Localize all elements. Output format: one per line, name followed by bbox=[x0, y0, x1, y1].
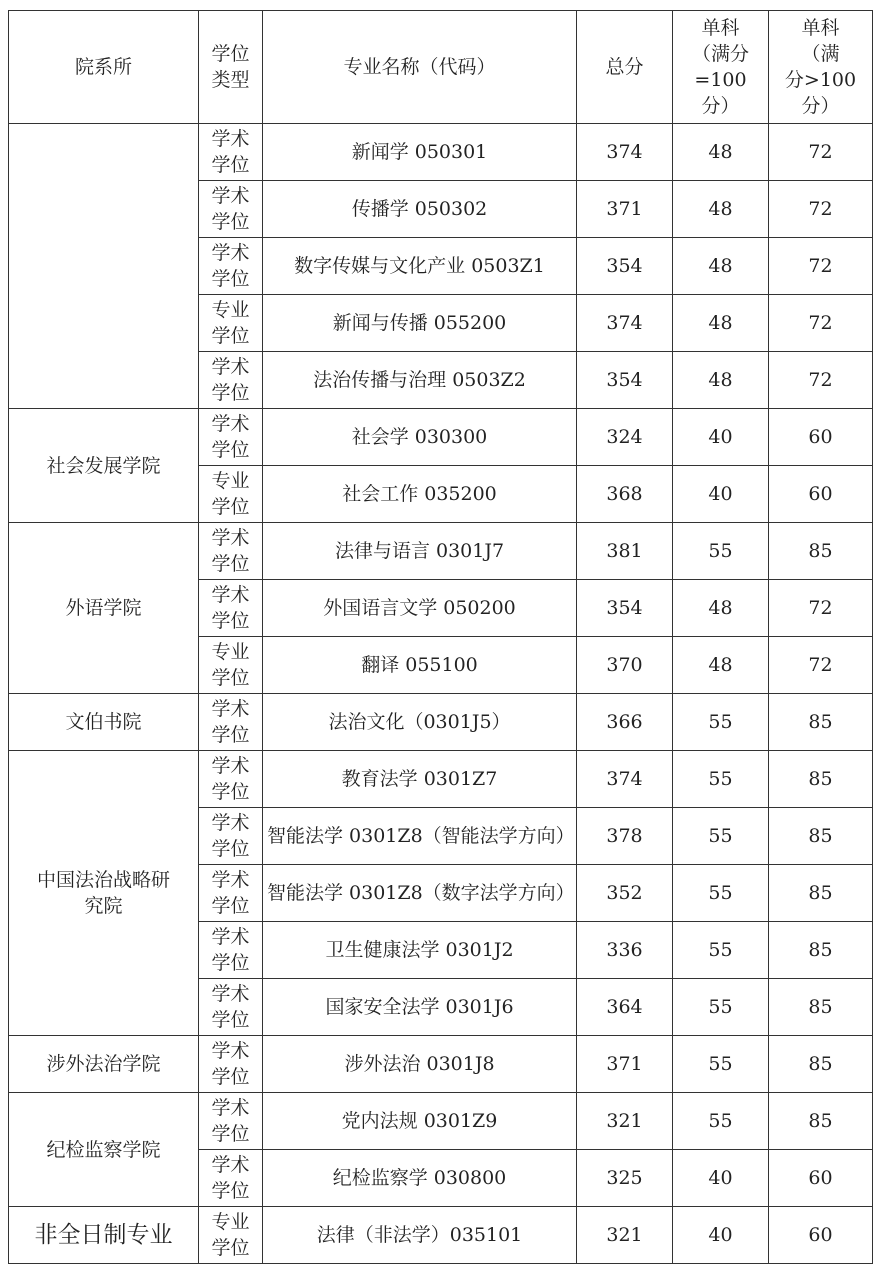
single-100-cell: 40 bbox=[673, 1207, 769, 1264]
single-over-100-cell: 85 bbox=[769, 751, 873, 808]
major-cell: 法治文化（0301J5） bbox=[263, 694, 577, 751]
major-cell: 国家安全法学 0301J6 bbox=[263, 979, 577, 1036]
single-over-100-cell: 72 bbox=[769, 238, 873, 295]
single-over-100-cell: 85 bbox=[769, 979, 873, 1036]
single-100-cell: 48 bbox=[673, 181, 769, 238]
single-over-100-cell: 85 bbox=[769, 808, 873, 865]
total-score-cell: 371 bbox=[577, 1036, 673, 1093]
degree-type-cell: 学术 学位 bbox=[199, 1036, 263, 1093]
total-score-cell: 374 bbox=[577, 295, 673, 352]
single-100-cell: 40 bbox=[673, 1150, 769, 1207]
total-score-cell: 325 bbox=[577, 1150, 673, 1207]
total-score-cell: 370 bbox=[577, 637, 673, 694]
single-over-100-cell: 85 bbox=[769, 694, 873, 751]
single-over-100-cell: 72 bbox=[769, 124, 873, 181]
table-body bbox=[9, 124, 873, 1264]
degree-type-cell: 学术 学位 bbox=[199, 1150, 263, 1207]
major-cell: 新闻学 050301 bbox=[263, 124, 577, 181]
single-100-cell: 55 bbox=[673, 1036, 769, 1093]
major-cell: 社会学 030300 bbox=[263, 409, 577, 466]
department-cell: 社会发展学院 bbox=[9, 409, 199, 523]
degree-type-cell: 学术 学位 bbox=[199, 1093, 263, 1150]
single-over-100-cell: 60 bbox=[769, 466, 873, 523]
single-100-cell: 55 bbox=[673, 1093, 769, 1150]
single-100-cell: 55 bbox=[673, 523, 769, 580]
degree-type-cell: 学术 学位 bbox=[199, 979, 263, 1036]
single-100-cell: 55 bbox=[673, 922, 769, 979]
major-cell: 智能法学 0301Z8（智能法学方向） bbox=[263, 808, 577, 865]
single-100-cell: 48 bbox=[673, 295, 769, 352]
single-100-cell: 55 bbox=[673, 751, 769, 808]
degree-type-cell: 学术 学位 bbox=[199, 409, 263, 466]
single-100-cell: 48 bbox=[673, 238, 769, 295]
single-over-100-cell: 85 bbox=[769, 523, 873, 580]
degree-type-cell: 学术 学位 bbox=[199, 181, 263, 238]
major-cell: 教育法学 0301Z7 bbox=[263, 751, 577, 808]
single-over-100-cell: 72 bbox=[769, 637, 873, 694]
total-score-cell: 374 bbox=[577, 751, 673, 808]
header-degree-type: 学位 类型 bbox=[199, 11, 263, 124]
degree-type-cell: 专业 学位 bbox=[199, 637, 263, 694]
single-100-cell: 55 bbox=[673, 865, 769, 922]
degree-type-cell: 学术 学位 bbox=[199, 523, 263, 580]
total-score-cell: 354 bbox=[577, 352, 673, 409]
department-cell: 文伯书院 bbox=[9, 694, 199, 751]
total-score-cell: 381 bbox=[577, 523, 673, 580]
department-cell: 非全日制专业 bbox=[9, 1207, 199, 1264]
degree-type-cell: 学术 学位 bbox=[199, 352, 263, 409]
total-score-cell: 354 bbox=[577, 580, 673, 637]
header-row bbox=[9, 11, 873, 124]
department-cell: 涉外法治学院 bbox=[9, 1036, 199, 1093]
single-over-100-cell: 72 bbox=[769, 181, 873, 238]
major-cell: 传播学 050302 bbox=[263, 181, 577, 238]
total-score-cell: 374 bbox=[577, 124, 673, 181]
score-table bbox=[8, 10, 873, 1264]
single-over-100-cell: 60 bbox=[769, 1150, 873, 1207]
department-cell: 中国法治战略研 究院 bbox=[9, 751, 199, 1036]
single-over-100-cell: 85 bbox=[769, 865, 873, 922]
header-major: 专业名称（代码） bbox=[263, 11, 577, 124]
degree-type-cell: 专业 学位 bbox=[199, 295, 263, 352]
single-100-cell: 48 bbox=[673, 580, 769, 637]
total-score-cell: 336 bbox=[577, 922, 673, 979]
major-cell: 数字传媒与文化产业 0503Z1 bbox=[263, 238, 577, 295]
degree-type-cell: 学术 学位 bbox=[199, 865, 263, 922]
degree-type-cell: 学术 学位 bbox=[199, 124, 263, 181]
degree-type-cell: 学术 学位 bbox=[199, 238, 263, 295]
total-score-cell: 364 bbox=[577, 979, 673, 1036]
header-single-over-100: 单科 （满 分>100 分） bbox=[769, 11, 873, 124]
major-cell: 翻译 055100 bbox=[263, 637, 577, 694]
single-over-100-cell: 72 bbox=[769, 580, 873, 637]
major-cell: 纪检监察学 030800 bbox=[263, 1150, 577, 1207]
total-score-cell: 352 bbox=[577, 865, 673, 922]
single-100-cell: 48 bbox=[673, 637, 769, 694]
total-score-cell: 371 bbox=[577, 181, 673, 238]
table-row bbox=[9, 751, 873, 808]
score-table-container bbox=[8, 10, 873, 1264]
degree-type-cell: 学术 学位 bbox=[199, 808, 263, 865]
table-row bbox=[9, 523, 873, 580]
total-score-cell: 368 bbox=[577, 466, 673, 523]
major-cell: 卫生健康法学 0301J2 bbox=[263, 922, 577, 979]
table-row bbox=[9, 409, 873, 466]
single-100-cell: 55 bbox=[673, 694, 769, 751]
single-over-100-cell: 60 bbox=[769, 1207, 873, 1264]
single-over-100-cell: 72 bbox=[769, 352, 873, 409]
degree-type-cell: 学术 学位 bbox=[199, 751, 263, 808]
single-over-100-cell: 60 bbox=[769, 409, 873, 466]
table-row bbox=[9, 1093, 873, 1150]
single-100-cell: 40 bbox=[673, 466, 769, 523]
major-cell: 法治传播与治理 0503Z2 bbox=[263, 352, 577, 409]
table-row bbox=[9, 694, 873, 751]
single-100-cell: 48 bbox=[673, 352, 769, 409]
total-score-cell: 321 bbox=[577, 1093, 673, 1150]
department-cell bbox=[9, 124, 199, 409]
total-score-cell: 324 bbox=[577, 409, 673, 466]
major-cell: 智能法学 0301Z8（数字法学方向） bbox=[263, 865, 577, 922]
degree-type-cell: 学术 学位 bbox=[199, 580, 263, 637]
total-score-cell: 366 bbox=[577, 694, 673, 751]
major-cell: 党内法规 0301Z9 bbox=[263, 1093, 577, 1150]
single-100-cell: 48 bbox=[673, 124, 769, 181]
degree-type-cell: 专业 学位 bbox=[199, 1207, 263, 1264]
table-row bbox=[9, 1036, 873, 1093]
major-cell: 法律与语言 0301J7 bbox=[263, 523, 577, 580]
total-score-cell: 354 bbox=[577, 238, 673, 295]
major-cell: 涉外法治 0301J8 bbox=[263, 1036, 577, 1093]
single-over-100-cell: 85 bbox=[769, 1036, 873, 1093]
major-cell: 外国语言文学 050200 bbox=[263, 580, 577, 637]
single-over-100-cell: 85 bbox=[769, 922, 873, 979]
department-cell: 外语学院 bbox=[9, 523, 199, 694]
degree-type-cell: 专业 学位 bbox=[199, 466, 263, 523]
table-row bbox=[9, 124, 873, 181]
degree-type-cell: 学术 学位 bbox=[199, 922, 263, 979]
total-score-cell: 378 bbox=[577, 808, 673, 865]
major-cell: 新闻与传播 055200 bbox=[263, 295, 577, 352]
table-row bbox=[9, 1207, 873, 1264]
major-cell: 法律（非法学）035101 bbox=[263, 1207, 577, 1264]
single-over-100-cell: 85 bbox=[769, 1093, 873, 1150]
header-total-score: 总分 bbox=[577, 11, 673, 124]
single-100-cell: 55 bbox=[673, 979, 769, 1036]
header-single-100: 单科 （满分 =100 分） bbox=[673, 11, 769, 124]
major-cell: 社会工作 035200 bbox=[263, 466, 577, 523]
total-score-cell: 321 bbox=[577, 1207, 673, 1264]
single-100-cell: 40 bbox=[673, 409, 769, 466]
single-over-100-cell: 72 bbox=[769, 295, 873, 352]
single-100-cell: 55 bbox=[673, 808, 769, 865]
degree-type-cell: 学术 学位 bbox=[199, 694, 263, 751]
department-cell: 纪检监察学院 bbox=[9, 1093, 199, 1207]
header-dept: 院系所 bbox=[9, 11, 199, 124]
